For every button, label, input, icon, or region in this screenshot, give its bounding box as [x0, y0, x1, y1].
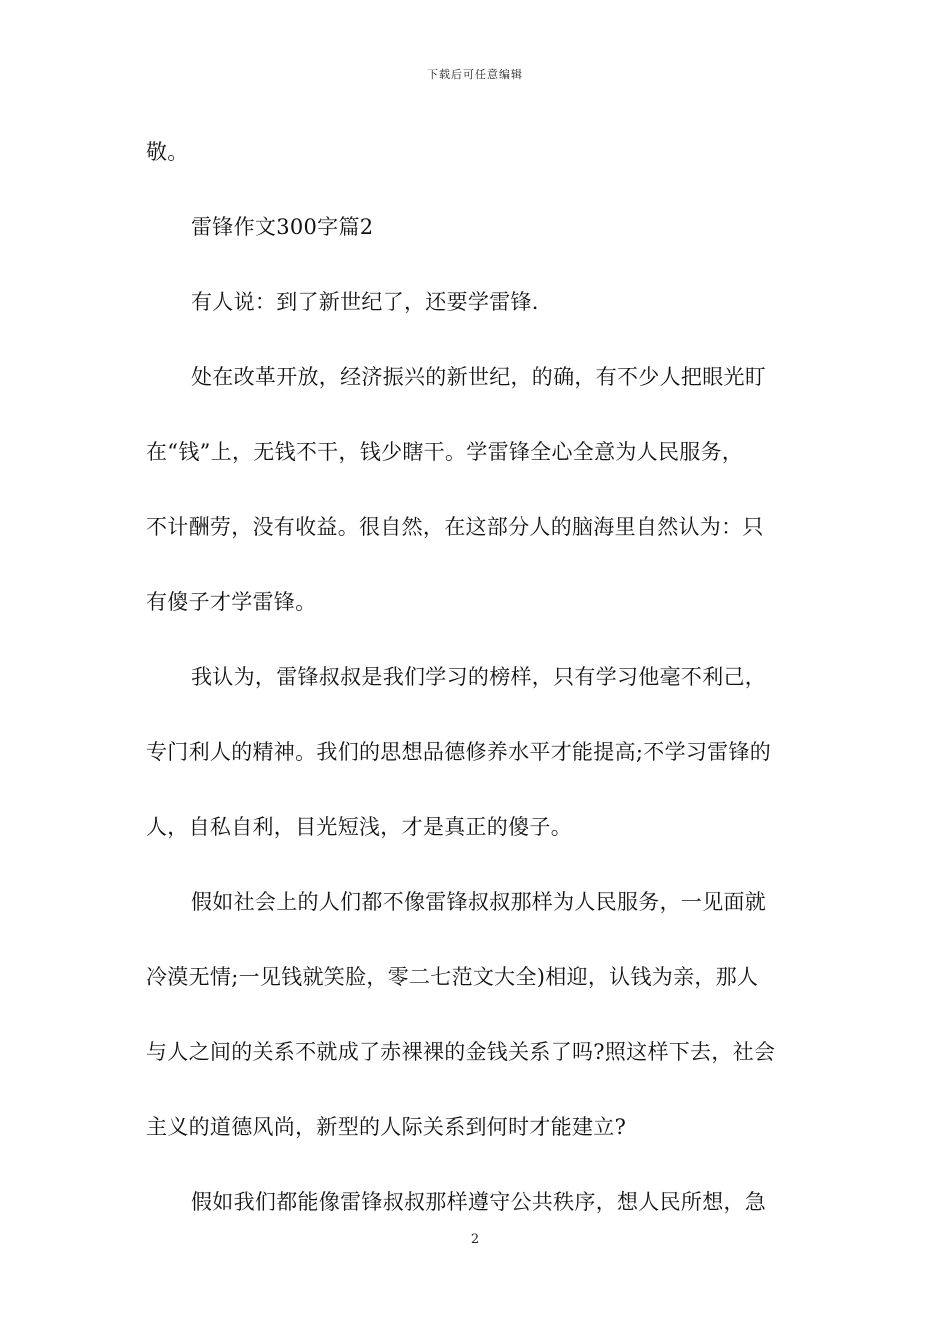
text-line: 专门利人的精神。我们的思想品德修养水平才能提高;不学习雷锋的	[146, 740, 772, 764]
header-note: 下载后可任意编辑	[427, 68, 523, 81]
text-line: 人，自私自利，目光短浅，才是真正的傻子。	[146, 815, 572, 839]
text-line: 不计酬劳，没有收益。很自然，在这部分人的脑海里自然认为：只	[146, 515, 764, 539]
text-line: 在“钱”上，无钱不干，钱少瞎干。学雷锋全心全意为人民服务，	[146, 440, 744, 464]
text-line: 有人说：到了新世纪了，还要学雷锋.	[191, 290, 539, 314]
text-line: 敬。	[146, 140, 189, 164]
text-line: 冷漠无情;一见钱就笑脸，零二七范文大全)相迎，认钱为亲，那人	[146, 965, 759, 989]
text-line: 主义的道德风尚，新型的人际关系到何时才能建立?	[146, 1115, 627, 1139]
text-line: 与人之间的关系不就成了赤裸裸的金钱关系了吗?照这样下去，社会	[146, 1040, 776, 1064]
section-heading: 雷锋作文300字篇2	[191, 215, 374, 239]
text-line: 假如我们都能像雷锋叔叔那样遵守公共秩序，想人民所想，急	[191, 1190, 767, 1214]
text-line: 处在改革开放，经济振兴的新世纪，的确，有不少人把眼光盯	[191, 365, 767, 389]
page-number: 2	[470, 1232, 480, 1247]
text-line: 有傻子才学雷锋。	[146, 590, 317, 614]
text-line: 我认为，雷锋叔叔是我们学习的榜样，只有学习他毫不利己，	[191, 665, 767, 689]
text-line: 假如社会上的人们都不像雷锋叔叔那样为人民服务，一见面就	[191, 890, 767, 914]
